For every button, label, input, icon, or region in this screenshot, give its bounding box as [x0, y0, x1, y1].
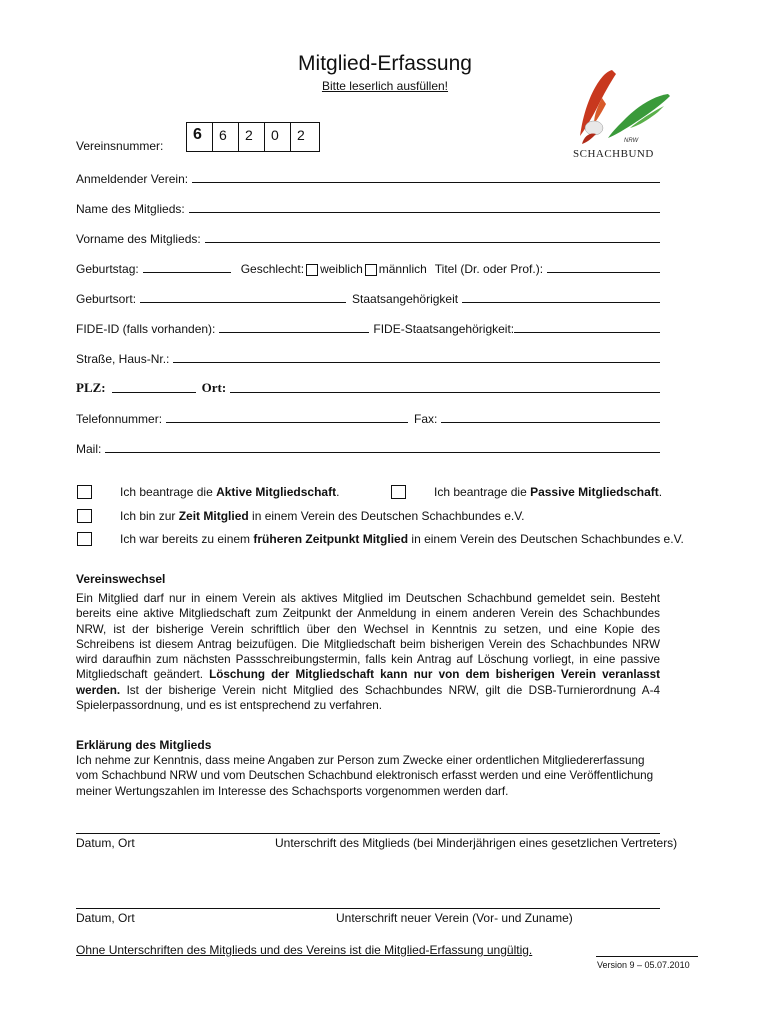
- vorname-label: Vorname des Mitglieds:: [76, 232, 201, 246]
- passiv-checkbox[interactable]: [391, 485, 406, 499]
- passiv-post: .: [658, 485, 663, 499]
- frueher-option: [120, 532, 684, 546]
- plz-label: PLZ:: [76, 380, 106, 395]
- signature-line-member[interactable]: [76, 833, 660, 834]
- aktiv-pre: Ich beantrage die: [120, 485, 217, 499]
- unterschrift-mitglied-label: Unterschrift des Mitglieds (bei Minderjährigen eines gesetzlichen Vertreters): [275, 836, 678, 850]
- datum-ort-label-2: Datum, Ort: [76, 911, 135, 925]
- fax-label: Fax:: [414, 412, 438, 426]
- zeit-post: in einem Verein des Deutschen Schachbundes e.V.: [248, 509, 525, 523]
- passiv-pre: Ich beantrage die: [434, 485, 531, 499]
- logo-text: SCHACHBUND: [573, 148, 654, 160]
- plz-field[interactable]: [112, 392, 196, 393]
- footer-note: Ohne Unterschriften des Mitglieds und des Vereins ist die Mitglied-Erfassung ungültig.: [76, 943, 533, 957]
- vereinsnummer-label: Vereinsnummer:: [76, 139, 164, 153]
- erklaerung-heading: Erklärung des Mitglieds: [76, 738, 212, 752]
- aktiv-bold: Aktive Mitgliedschaft: [216, 485, 337, 499]
- vereinswechsel-text: [76, 591, 660, 713]
- telefon-field[interactable]: [166, 422, 408, 423]
- anmeldender-verein-label: Anmeldender Verein:: [76, 172, 189, 186]
- aktiv-post: .: [336, 485, 340, 499]
- logo-nrw-text: NRW: [624, 138, 639, 144]
- zeit-checkbox[interactable]: [77, 509, 92, 523]
- vereinsnummer-digit-5: 2: [290, 122, 320, 152]
- vereinswechsel-text-1: Ein Mitglied darf nur in einem Verein als aktives Mitglied im Deutschen Schachbund gemeldet sein. Besteht bereits eine aktive Mitgliedschaft zum Zeitpunkt der Anmeldung in einem anderen Verein des Schachbundes NRW, ist der bisherige Verein schriftlich über den Wechsel in Kenntnis zu setzen, und eine Kopie des Schreibens ist diesem Antrag beizufügen. Die Mitgliedschaft beim bisherigen Verein des Schachbundes NRW wird daraufhin zum nächsten Passschreibungstermin, falls kein Antrag auf Löschung vorliegt, in eine passive Mitgliedschaft geändert.: [76, 592, 660, 682]
- geburtstag-field[interactable]: [143, 272, 231, 273]
- zeit-bold: Zeit Mitglied: [178, 509, 249, 523]
- row-strasse: [76, 348, 660, 366]
- zeit-option: [120, 509, 524, 523]
- fide-staat-label: FIDE-Staatsangehörigkeit:: [373, 322, 515, 336]
- mail-field[interactable]: [105, 452, 660, 453]
- weiblich-label: weiblich: [320, 262, 363, 276]
- row-plz-ort: [76, 378, 660, 396]
- vereinsnummer-digit-2: 6: [212, 122, 239, 152]
- ort-field[interactable]: [230, 392, 660, 393]
- staatsangehoerigkeit-label: Staatsangehörigkeit: [352, 292, 459, 306]
- passiv-bold: Passive Mitgliedschaft: [530, 485, 659, 499]
- frueher-post: in einem Verein des Deutschen Schachbundes e.V.: [408, 532, 684, 546]
- telefon-label: Telefonnummer:: [76, 412, 163, 426]
- row-mail: [76, 438, 660, 456]
- aktiv-checkbox[interactable]: [77, 485, 92, 499]
- fide-id-field[interactable]: [219, 332, 369, 333]
- version-divider: [596, 956, 698, 957]
- geburtsort-field[interactable]: [140, 302, 346, 303]
- passiv-option: [434, 485, 662, 499]
- schachbund-logo: [568, 62, 678, 162]
- frueher-bold: früheren Zeitpunkt Mitglied: [253, 532, 409, 546]
- maennlich-label: männlich: [378, 262, 427, 276]
- ort-label: Ort:: [201, 380, 227, 395]
- signature-line-verein[interactable]: [76, 908, 660, 909]
- vereinswechsel-text-2: Ist der bisherige Verein nicht Mitglied des Schachbundes NRW, gilt die DSB-Turnierordnung A-4 Spielerpassordnung, und es ist entsprechend zu verfahren.: [76, 683, 660, 713]
- row-geburtstag: [76, 258, 660, 276]
- vereinsnummer-digit-1: 6: [186, 122, 213, 152]
- aktiv-option: [120, 485, 339, 499]
- vereinswechsel-heading: Vereinswechsel: [76, 572, 166, 586]
- titel-field[interactable]: [547, 272, 660, 273]
- page-title: Mitglied-Erfassung: [298, 52, 472, 75]
- titel-label: Titel (Dr. oder Prof.):: [434, 262, 544, 276]
- row-vorname: [76, 228, 660, 246]
- strasse-label: Straße, Haus-Nr.:: [76, 352, 170, 366]
- geschlecht-label: Geschlecht:: [240, 262, 305, 276]
- datum-ort-label-1: Datum, Ort: [76, 836, 135, 850]
- vereinswechsel-text-bold: Löschung der Mitgliedschaft kann nur von dem bisherigen Verein veranlasst werden.: [76, 668, 660, 697]
- weiblich-checkbox[interactable]: [306, 264, 318, 276]
- fax-field[interactable]: [441, 422, 660, 423]
- staatsangehoerigkeit-field[interactable]: [462, 302, 660, 303]
- geburtsort-label: Geburtsort:: [76, 292, 137, 306]
- row-anmeldender-verein: [76, 168, 660, 186]
- vorname-field[interactable]: [205, 242, 660, 243]
- row-name: [76, 198, 660, 216]
- row-fide: [76, 318, 660, 336]
- fide-id-label: FIDE-ID (falls vorhanden):: [76, 322, 216, 336]
- fide-staat-field[interactable]: [514, 332, 660, 333]
- erklaerung-text: Ich nehme zur Kenntnis, dass meine Angaben zur Person zum Zwecke einer ordentlichen Mitgliedererfassung vom Schachbund NRW und vom Deutschen Schachbund elektronisch erfasst werden und eine Veröffentlichung meiner Wertungszahlen im Interesse des Schachsports vorgenommen werden darf.: [76, 754, 654, 798]
- strasse-field[interactable]: [173, 362, 660, 363]
- version-label: Version 9 – 05.07.2010: [597, 960, 690, 970]
- vereinsnummer-digit-4: 0: [264, 122, 291, 152]
- name-label: Name des Mitglieds:: [76, 202, 185, 216]
- row-telefon-fax: [76, 408, 660, 426]
- mail-label: Mail:: [76, 442, 102, 456]
- frueher-checkbox[interactable]: [77, 532, 92, 546]
- frueher-pre: Ich war bereits zu einem: [120, 532, 254, 546]
- anmeldender-verein-field[interactable]: [192, 182, 660, 183]
- geburtstag-label: Geburtstag:: [76, 262, 139, 276]
- maennlich-checkbox[interactable]: [365, 264, 377, 276]
- vereinsnummer-digit-3: 2: [238, 122, 265, 152]
- row-geburtsort: [76, 288, 660, 306]
- page-subtitle: Bitte leserlich ausfüllen!: [321, 79, 449, 93]
- unterschrift-verein-label: Unterschrift neuer Verein (Vor- und Zuname): [336, 911, 573, 925]
- name-field[interactable]: [189, 212, 660, 213]
- zeit-pre: Ich bin zur: [120, 509, 179, 523]
